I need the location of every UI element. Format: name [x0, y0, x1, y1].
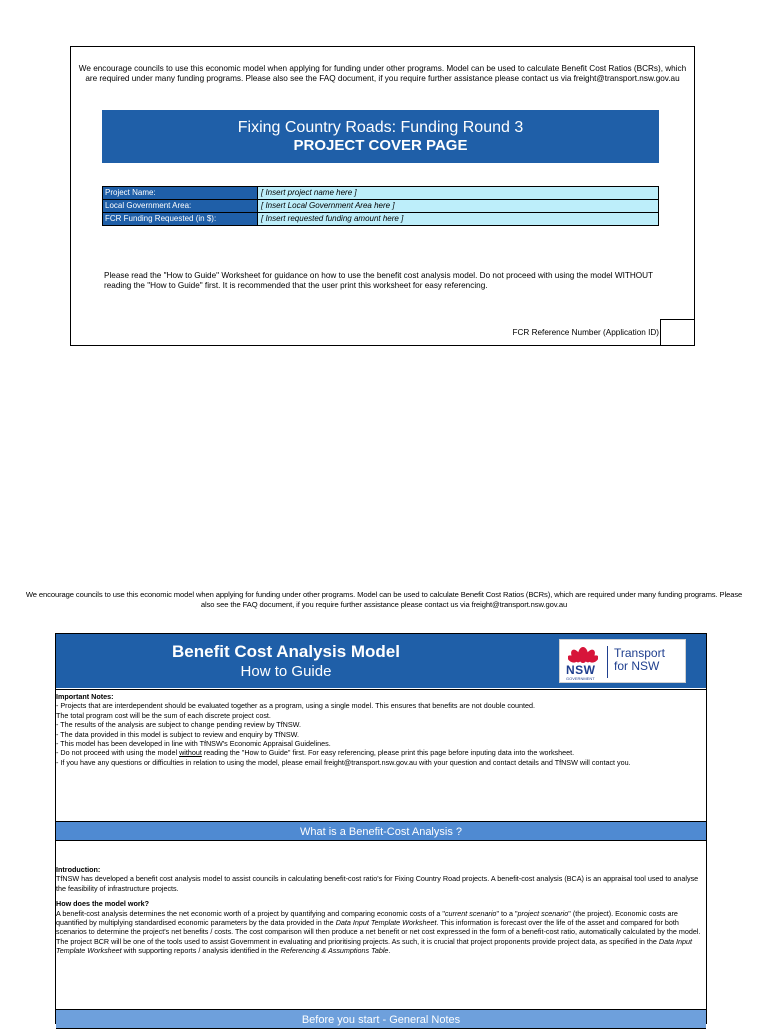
- how-heading: How does the model work?: [56, 899, 150, 909]
- field-row-funding: [102, 213, 659, 226]
- cover-intro-text: We encourage councils to use this economic model when applying for funding under other programs. Model can be used to calculate Benefit Cost Ratios (BCRs), which are required under many funding programs. Please also see the FAQ document, if you require further assistance please contact us via freight@transport.nsw.gov.au: [78, 64, 687, 83]
- field-row-project-name: [102, 186, 659, 200]
- logo-transport-line1: Transport: [614, 646, 665, 660]
- cover-banner: [102, 110, 659, 163]
- project-name-field[interactable]: [ Insert project name here ]: [258, 187, 659, 199]
- how-text-part: " (the project). Economic costs are quantified by multiplying standardised economic parameters by the data provided in the: [56, 908, 678, 928]
- cover-fields-table: [102, 186, 659, 226]
- how-text-part: " to a ": [496, 908, 518, 918]
- logo-transport-line2: for NSW: [614, 659, 660, 673]
- funding-requested-field[interactable]: [ Insert requested funding amount here ]: [258, 213, 659, 225]
- how-text-italic: Data Input Template Worksheet: [56, 936, 693, 956]
- cover-title: Fixing Country Roads: Funding Round 3: [237, 119, 524, 136]
- logo-transport-text: [614, 647, 665, 673]
- cover-subtitle: PROJECT COVER PAGE: [293, 137, 468, 154]
- field-label: FCR Funding Requested (in $):: [102, 213, 258, 225]
- introduction-section: [56, 848, 706, 998]
- how-text-part: .: [388, 946, 391, 956]
- introduction-heading: Introduction:: [56, 865, 101, 874]
- note-item: - This model has been developed in line with TfNSW's Economic Appraisal Guidelines.: [56, 739, 331, 749]
- how-text-italic: Data Input Template Worksheet: [335, 918, 437, 928]
- how-text-part: with supporting reports / analysis identified in the: [121, 946, 281, 956]
- how-text-part: A benefit-cost analysis determines the net economic worth of a project by quantifying and comparing economic costs of a ": [56, 908, 445, 918]
- introduction-text: TfNSW has developed a benefit cost analysis model to assist councils in calculating benefit-cost ratio's for Fixing Country Road projects. A benefit-cost analysis (BCA) is an appraisal tool used to analyse the feasibility of infrastructure projects.: [56, 874, 699, 893]
- how-text-part: . This information is forecast over the life of the asset and compared for both scenarios to determine the project's net benefits / costs. The cost comparison will then produce a net benefit or net cost expressed in the form of a benefit-cost ratio, automatically calculated by the model. The project BCR will be one of the tools used to assist Government in evaluating and prioritising projects. As such, it is crucial that project proponents provide project data, as specified in the: [56, 918, 701, 946]
- note-item: The total program cost will be the sum of each discrete project cost.: [56, 710, 271, 720]
- note-item: - The data provided in this model is subject to review and enquiry by TfNSW.: [56, 729, 300, 739]
- what-is-bca-heading: What is a Benefit-Cost Analysis ?: [56, 821, 706, 841]
- lga-field[interactable]: [ Insert Local Government Area here ]: [258, 200, 659, 212]
- important-notes-section: [56, 689, 706, 815]
- how-text-italic: project scenario: [517, 908, 569, 918]
- field-row-lga: [102, 200, 659, 213]
- field-label: Local Government Area:: [102, 200, 258, 212]
- waratah-icon: [568, 643, 598, 665]
- note-text: reading the "How to Guide" first. For easy referencing, please print this page before inputing data into the worksheet.: [201, 748, 575, 758]
- reference-number-label: FCR Reference Number (Application ID): [512, 328, 659, 337]
- guide-intro-text: We encourage councils to use this economic model when applying for funding under other programs. Model can be used to calculate Benefit Cost Ratios (BCRs), which are required under many funding programs. Please also see the FAQ document, if you require further assistance please contact us via freight@transport.nsw.gov.au: [25, 590, 743, 609]
- note-item: - If you have any questions or difficulties in relation to using the model, please email freight@transport.nsw.gov.au with your question and contact details and TfNSW will contact you.: [56, 757, 631, 767]
- transport-nsw-logo: [559, 639, 686, 683]
- note-item: - The results of the analysis are subject to change pending review by TfNSW.: [56, 720, 302, 730]
- notes-heading: Important Notes:: [56, 692, 114, 701]
- how-to-guide-page: [55, 633, 707, 1024]
- logo-divider: [607, 646, 608, 678]
- field-label: Project Name:: [102, 187, 258, 199]
- reference-number-field[interactable]: [660, 319, 694, 346]
- logo-nsw-text: NSW: [566, 663, 596, 677]
- how-text-italic: current scenario: [444, 908, 497, 918]
- before-you-start-heading: Before you start - General Notes: [56, 1009, 706, 1029]
- guide-title: Benefit Cost Analysis Model: [172, 642, 400, 661]
- cover-guide-text: Please read the "How to Guide" Worksheet for guidance on how to use the benefit cost analysis model. Do not proceed with using the model WITHOUT reading the "How to Guide" first. It is recommended that the user print this worksheet for easy referencing.: [104, 271, 653, 290]
- note-text: - Do not proceed with using the model: [56, 748, 180, 758]
- note-item: - Projects that are interdependent should be evaluated together as a program, using a single model. This ensures that benefits are not double counted.: [56, 701, 535, 711]
- how-text: [56, 909, 704, 956]
- logo-government-text: GOVERNMENT: [566, 676, 595, 681]
- note-item-do-not-proceed: [56, 748, 704, 757]
- guide-subtitle: How to Guide: [240, 663, 332, 680]
- how-text-italic: Referencing & Assumptions Table: [280, 946, 389, 956]
- guide-header: [56, 634, 706, 688]
- note-underlined-word: without: [179, 748, 202, 758]
- cover-page: [70, 46, 695, 346]
